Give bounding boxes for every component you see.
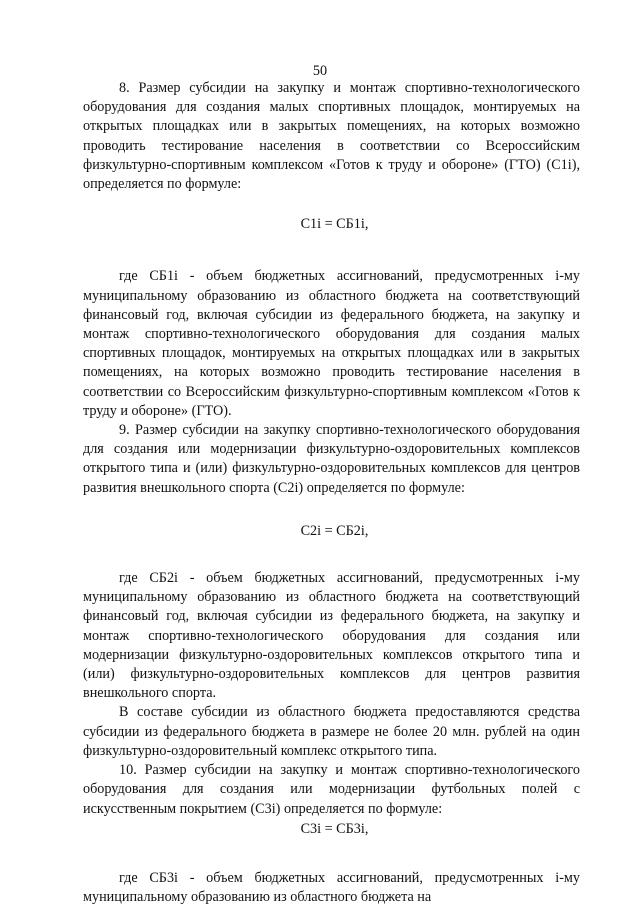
formula-c2: С2i = СБ2i,	[300, 522, 369, 539]
body-text	[83, 79, 580, 907]
page-number: 50	[312, 63, 328, 79]
paragraph-federal-subsidy: В составе субсидии из областного бюджета предоставляются средства субсидии из федерального бюджета в размере не более 20 млн. рублей на один физкультурно-оздоровительный комплекс открытого типа.	[83, 704, 580, 759]
paragraph-8: 8. Размер субсидии на закупку и монтаж спортивно-технологического оборудования для создания малых спортивных площадок, монтируемых на открытых площадках или в закрытых помещениях, на которых возможно проводить тестирование населения в соответствии со Всероссийским физкультурно-спортивным комплексом «Готов к труду и обороне» (ГТО) (С1i), определяется по формуле:	[83, 80, 580, 193]
paragraph-10: 10. Размер субсидии на закупку и монтаж спортивно-технологического оборудования для создания или модернизации футбольных полей с искусственным покрытием (С3i) определяется по формуле:	[83, 762, 580, 817]
paragraph-c3-definition: где СБ3i - объем бюджетных ассигнований, предусмотренных i-му муниципальному образованию из областного бюджета на	[83, 869, 580, 906]
paragraph-9: 9. Размер субсидии на закупку спортивно-технологического оборудования для создания или модернизации физкультурно-оздоровительных комплексов открытого типа и (или) физкультурно-оздоровительных комплексов для центров развития внешкольного спорта (С2i) определяется по формуле:	[83, 422, 580, 496]
paragraph-c2-definition: где СБ2i - объем бюджетных ассигнований, предусмотренных i-му муниципальному образованию из областного бюджета на соответствующий финансовый год, включая субсидии из федерального бюджета, на закупку и монтаж спортивно-технологического оборудования для создания или модернизации физкультурно-оздоровительных комплексов открытого типа и (или) физкультурно-оздоровительных комплексов для центров развития внешкольного спорта.	[83, 570, 580, 702]
paragraph-c1-definition: где СБ1i - объем бюджетных ассигнований, предусмотренных i-му муниципальному образованию из областного бюджета на соответствующий финансовый год, включая субсидии из федерального бюджета, на закупку и монтаж спортивно-технологического оборудования для создания малых спортивных площадок, монтируемых на открытых площадках или в закрытых помещениях, на которых возможно проводить тестирование населения в соответствии со Всероссийским физкультурно-спортивным комплексом «Готов к труду и обороне» (ГТО).	[83, 268, 580, 419]
formula-c3: С3i = СБ3i,	[300, 820, 369, 837]
formula-c1: С1i = СБ1i,	[300, 216, 369, 233]
